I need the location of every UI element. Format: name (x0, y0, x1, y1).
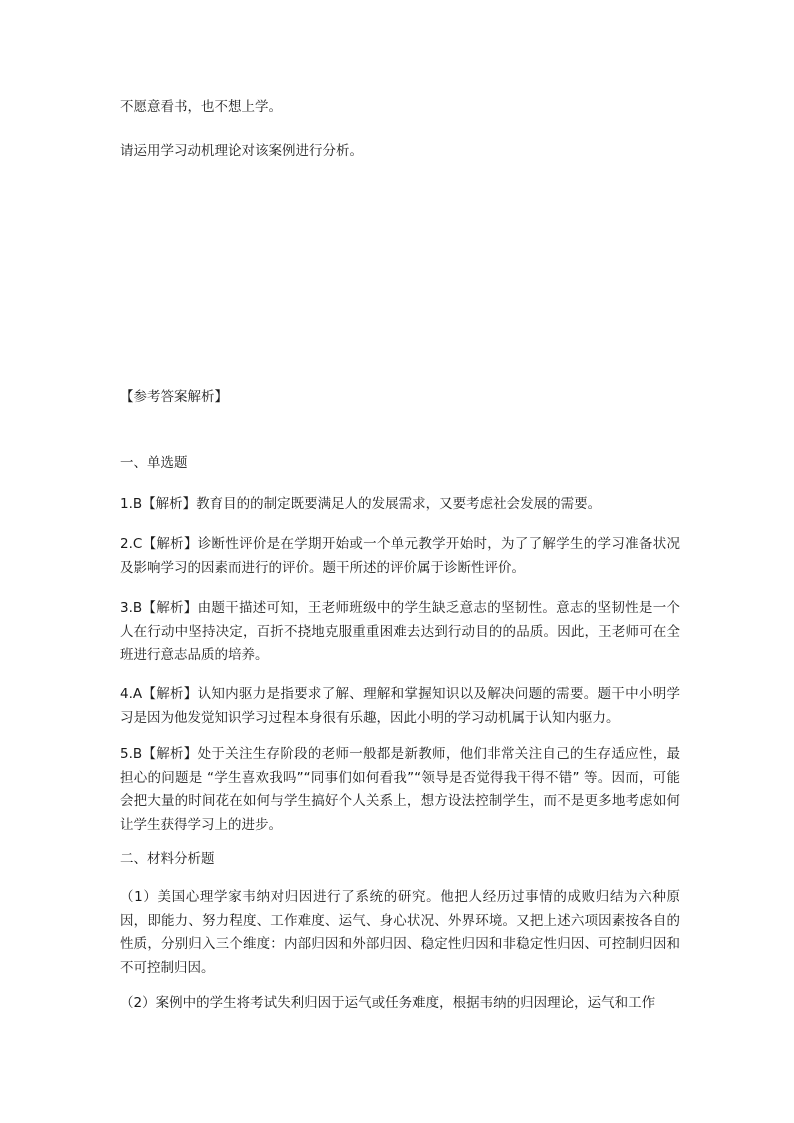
section-title-material-analysis: 二、材料分析题 (120, 851, 215, 867)
answer-item-5: 5.B【解析】处于关注生存阶段的老师一般都是新教师，他们非常关注自己的生存适应性，最担心的问题是 “学生喜欢我吗”“同事们如何看我”“领导是否觉得我干得不错” 等。因而，可能会把大量的时间花在如何与学生搞好个人关系上，想方设法控制学生，而不是更多地考虑如何让学生获得学习上的进步。 (120, 746, 680, 833)
section-title-single-choice: 一、单选题 (120, 455, 188, 471)
answer-heading: 【参考答案解析】 (120, 389, 228, 405)
answer-item-1: 1.B【解析】教育目的的制定既要满足人的发展需求，又要考虑社会发展的需要。 (120, 496, 602, 512)
continuation-text: 不愿意看书，也不想上学。 (120, 99, 282, 115)
answer-item-4: 4.A【解析】认知内驱力是指要求了解、理解和掌握知识以及解决问题的需要。题干中小明学习是因为他发觉知识学习过程本身很有乐趣，因此小明的学习动机属于认知内驱力。 (120, 686, 680, 726)
analysis-item-2: （2）案例中的学生将考试失利归因于运气或任务难度，根据韦纳的归因理论，运气和工作 (120, 995, 656, 1011)
answer-item-2: 2.C【解析】诊断性评价是在学期开始或一个单元教学开始时，为了了解学生的学习准备状况及影响学习的因素而进行的评价。题干所述的评价属于诊断性评价。 (120, 536, 680, 576)
answer-item-3: 3.B【解析】由题干描述可知，王老师班级中的学生缺乏意志的坚韧性。意志的坚韧性是一个人在行动中坚持决定，百折不挠地克服重重困难去达到行动目的的品质。因此，王老师可在全班进行意志品质的培养。 (120, 600, 680, 663)
analysis-item-1: （1）美国心理学家韦纳对归因进行了系统的研究。他把人经历过事情的成败归结为六种原因，即能力、努力程度、工作难度、运气、身心状况、外界环境。又把上述六项因素按各自的性质，分别归入三个维度：内部归因和外部归因、稳定性归因和非稳定性归因、可控制归因和不可控制归因。 (120, 889, 680, 976)
question-text: 请运用学习动机理论对该案例进行分析。 (120, 143, 363, 159)
